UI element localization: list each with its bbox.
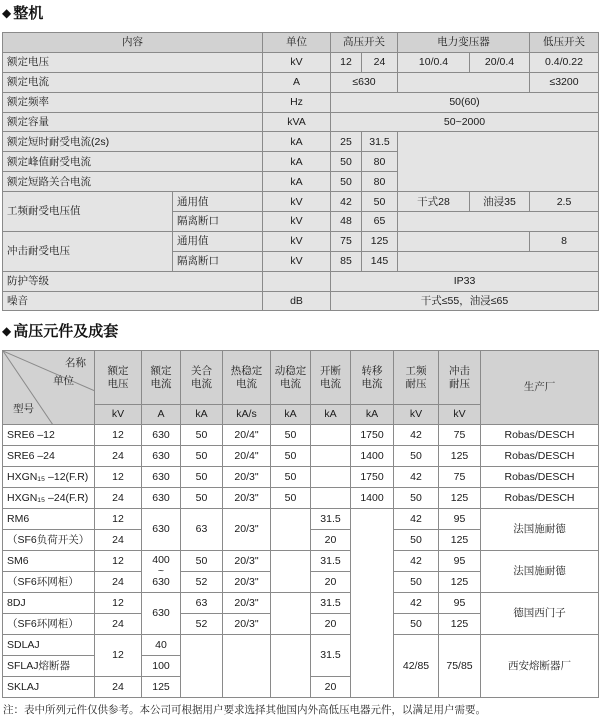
- cell-text: 热稳定: [230, 365, 263, 378]
- table-cell: A: [263, 72, 331, 92]
- table-cell: 24: [95, 572, 142, 593]
- table-cell: [181, 635, 223, 698]
- table-cell: [142, 551, 181, 593]
- table-cell: 31.5: [311, 509, 351, 530]
- table-cell: [311, 425, 351, 446]
- table-cell: kV: [263, 212, 331, 232]
- table-row: [3, 425, 599, 446]
- table-cell: 42: [394, 467, 439, 488]
- table-cell: 额定电流: [3, 72, 263, 92]
- table-cell: 31.5: [311, 551, 351, 572]
- cell-text: 电流: [150, 377, 172, 390]
- table-cell: 额定峰值耐受电流: [3, 152, 263, 172]
- table-cell: 630: [142, 446, 181, 467]
- table-cell: [311, 467, 351, 488]
- col-header: [351, 351, 394, 405]
- table-cell: 85: [331, 251, 362, 271]
- table-cell: [351, 509, 394, 698]
- table-cell: 20: [311, 572, 351, 593]
- table-cell: kV: [95, 405, 142, 425]
- table-cell: 1400: [351, 446, 394, 467]
- table-row: [3, 446, 599, 467]
- maker-header: 生产厂: [481, 351, 599, 425]
- cell-text: 电压: [107, 377, 129, 390]
- col-header: [142, 351, 181, 405]
- table-cell: 630: [142, 425, 181, 446]
- header-content: 内容: [3, 33, 263, 53]
- table-cell: [398, 212, 599, 232]
- table-cell: 50: [331, 172, 362, 192]
- cell-text: 电流: [280, 377, 301, 390]
- table-cell: 24: [95, 614, 142, 635]
- table-cell: 80: [362, 172, 398, 192]
- table-cell: [263, 271, 331, 291]
- table-cell: 50: [394, 614, 439, 635]
- col-header: [95, 351, 142, 405]
- table-row: [3, 112, 599, 132]
- table-cell: 12: [331, 52, 362, 72]
- cell-text: 冲击: [449, 365, 470, 378]
- table-cell: 630: [142, 509, 181, 551]
- header-transformer: 电力变压器: [398, 33, 530, 53]
- table-cell: 42: [331, 192, 362, 212]
- col-header: [311, 351, 351, 405]
- table-cell: 20/3": [223, 467, 271, 488]
- table-cell: 20/0.4: [470, 52, 530, 72]
- table-row: [3, 92, 599, 112]
- table-row: [3, 593, 599, 614]
- table-cell: 50: [362, 192, 398, 212]
- table-cell: 31.5: [311, 593, 351, 614]
- table-cell: kV: [439, 405, 481, 425]
- table-cell: 8: [530, 231, 599, 251]
- cell-text: 动稳定: [274, 365, 307, 378]
- table-cell: SRE6 –24: [3, 446, 95, 467]
- table-row: [3, 551, 599, 572]
- table-cell: 80: [362, 152, 398, 172]
- table-cell: 防护等级: [3, 271, 263, 291]
- table-cell: 2.5: [530, 192, 599, 212]
- table-cell: 125: [362, 231, 398, 251]
- table-cell: （SF6环网柜）: [3, 572, 95, 593]
- table-cell: 50: [331, 152, 362, 172]
- table-cell: [398, 72, 530, 92]
- table-cell: 德国西门子: [481, 593, 599, 635]
- cell-text: 额定: [150, 365, 172, 378]
- table-cell: 95: [439, 593, 481, 614]
- table-row: [3, 291, 599, 311]
- table-cell: kA/s: [223, 405, 271, 425]
- table-cell: 干式≤55，油浸≤65: [331, 291, 599, 311]
- table-cell: 50: [394, 530, 439, 551]
- table-cell: 25: [331, 132, 362, 152]
- table-cell: 145: [362, 251, 398, 271]
- table-cell: 12: [95, 635, 142, 677]
- table-cell: 额定频率: [3, 92, 263, 112]
- table-cell: kV: [263, 251, 331, 271]
- table-cell: [271, 635, 311, 698]
- table-cell: [398, 231, 530, 251]
- table-cell: Robas/DESCH: [481, 446, 599, 467]
- table-cell: （SF6负荷开关）: [3, 530, 95, 551]
- table-cell: [398, 251, 599, 271]
- table-cell: 噪音: [3, 291, 263, 311]
- table-cell: 50: [394, 488, 439, 509]
- table-cell: kV: [263, 192, 331, 212]
- table-cell: 50: [181, 551, 223, 572]
- table-cell: ≤630: [331, 72, 398, 92]
- table-cell: [223, 635, 271, 698]
- table-row: [3, 467, 599, 488]
- table-cell: kA: [181, 405, 223, 425]
- table-cell: 20/3": [223, 488, 271, 509]
- table-row: [3, 635, 599, 656]
- cell-text: 转移: [361, 365, 383, 378]
- table-cell: Robas/DESCH: [481, 488, 599, 509]
- table-cell: 42/85: [394, 635, 439, 698]
- complete-unit-table: [2, 32, 599, 311]
- table-cell: 1750: [351, 425, 394, 446]
- table-cell: 52: [181, 572, 223, 593]
- table-cell: 额定容量: [3, 112, 263, 132]
- cell-text: 关合: [191, 365, 212, 378]
- table-cell: HXGN₁₅ –12(F.R): [3, 467, 95, 488]
- table-cell: 油浸35: [470, 192, 530, 212]
- table-cell: 63: [181, 593, 223, 614]
- cell-text: 开断: [320, 365, 341, 378]
- table-cell: SKLAJ: [3, 677, 95, 698]
- table-cell: 95: [439, 509, 481, 530]
- table-row: [3, 231, 599, 251]
- table-cell: 50: [271, 467, 311, 488]
- table-cell: SM6: [3, 551, 95, 572]
- corner-header: [3, 351, 95, 425]
- table-cell: [398, 132, 599, 192]
- table-cell: 12: [95, 593, 142, 614]
- section-title-complete-unit: ◆ 整机: [2, 5, 44, 22]
- table-cell: SFLAJ熔断器: [3, 656, 95, 677]
- table-cell: [311, 446, 351, 467]
- table-cell: kVA: [263, 112, 331, 132]
- table-row: [3, 509, 599, 530]
- table-cell: 48: [331, 212, 362, 232]
- table-cell: 12: [95, 425, 142, 446]
- table-cell: [311, 488, 351, 509]
- table-cell: kV: [263, 52, 331, 72]
- table-cell: 12: [95, 509, 142, 530]
- table-cell: 10/0.4: [398, 52, 470, 72]
- table-cell: 20: [311, 614, 351, 635]
- table-cell: kV: [263, 231, 331, 251]
- table-row: [3, 271, 599, 291]
- diamond-icon: ◆: [2, 6, 12, 20]
- table-cell: 125: [439, 614, 481, 635]
- corner-unit-label: 单位: [53, 375, 74, 387]
- table-cell: 隔离断口: [173, 251, 263, 271]
- table-header-row: [3, 351, 599, 405]
- table-cell: 50: [181, 446, 223, 467]
- table-cell: 24: [95, 488, 142, 509]
- table-cell: 24: [362, 52, 398, 72]
- table-cell: 125: [439, 488, 481, 509]
- table-cell: 额定电压: [3, 52, 263, 72]
- table-cell: 8DJ: [3, 593, 95, 614]
- table-cell: 52: [181, 614, 223, 635]
- col-header: [394, 351, 439, 405]
- cell-text: ~: [157, 564, 165, 577]
- table-cell: 125: [142, 677, 181, 698]
- table-cell: 63: [181, 509, 223, 551]
- table-cell: 75: [331, 231, 362, 251]
- hv-components-table: [2, 350, 599, 698]
- table-cell: RM6: [3, 509, 95, 530]
- table-cell: 西安熔断器厂: [481, 635, 599, 698]
- table-cell: 31.5: [311, 635, 351, 677]
- corner-name-label: 名称: [65, 357, 86, 369]
- table-cell: kA: [271, 405, 311, 425]
- table-cell: kA: [311, 405, 351, 425]
- table-cell: [271, 551, 311, 593]
- table-row: [3, 192, 599, 212]
- table-row: [3, 72, 599, 92]
- cell-text: 630: [152, 576, 170, 588]
- table-cell: 75/85: [439, 635, 481, 698]
- table-cell: 20/3": [223, 614, 271, 635]
- footnote: 注：表中所列元件仅供参考。本公司可根据用户要求选择其他国内外高低压电器元件，以满足用户需要。: [3, 704, 486, 716]
- table-cell: HXGN₁₅ –24(F.R): [3, 488, 95, 509]
- table-cell: dB: [263, 291, 331, 311]
- table-cell: [271, 509, 311, 551]
- table-cell: IP33: [331, 271, 599, 291]
- table-cell: 50: [271, 425, 311, 446]
- table-row: [3, 132, 599, 152]
- table-cell: 0.4/0.22: [530, 52, 599, 72]
- cell-text: 额定: [107, 365, 129, 378]
- header-hv-switch: 高压开关: [331, 33, 398, 53]
- diamond-icon: ◆: [2, 324, 12, 338]
- table-cell: kA: [263, 152, 331, 172]
- table-cell: 通用值: [173, 192, 263, 212]
- table-cell: 65: [362, 212, 398, 232]
- table-cell: 75: [439, 467, 481, 488]
- table-cell: 法国施耐德: [481, 509, 599, 551]
- table-cell: 干式28: [398, 192, 470, 212]
- table-cell: Robas/DESCH: [481, 425, 599, 446]
- table-cell: 50: [181, 467, 223, 488]
- table-cell: 42: [394, 551, 439, 572]
- table-cell: SRE6 –12: [3, 425, 95, 446]
- table-cell: 20/4": [223, 425, 271, 446]
- col-header: [271, 351, 311, 405]
- table-cell: 50(60): [331, 92, 599, 112]
- table-cell: Robas/DESCH: [481, 467, 599, 488]
- table-header-row: [3, 33, 599, 53]
- header-unit: 单位: [263, 33, 331, 53]
- cell-text: 耐压: [405, 377, 427, 390]
- table-row: [3, 52, 599, 72]
- table-cell: 42: [394, 425, 439, 446]
- table-cell: 50: [181, 488, 223, 509]
- table-cell: 630: [142, 593, 181, 635]
- table-cell: A: [142, 405, 181, 425]
- table-cell: 50: [271, 488, 311, 509]
- table-cell: 50: [394, 446, 439, 467]
- table-cell: 42: [394, 593, 439, 614]
- table-cell: 75: [439, 425, 481, 446]
- table-cell: 隔离断口: [173, 212, 263, 232]
- cell-text: 电流: [236, 377, 257, 390]
- cell-text: 电流: [191, 377, 212, 390]
- table-cell: 20/3": [223, 572, 271, 593]
- header-lv-switch: 低压开关: [530, 33, 599, 53]
- table-cell: 24: [95, 677, 142, 698]
- table-cell: 40: [142, 635, 181, 656]
- table-cell: 20: [311, 530, 351, 551]
- table-cell: 630: [142, 467, 181, 488]
- table-cell: 125: [439, 530, 481, 551]
- table-cell: SDLAJ: [3, 635, 95, 656]
- table-cell: （SF6环网柜）: [3, 614, 95, 635]
- cell-text: 耐压: [449, 377, 470, 390]
- section-title-hv-components: ◆ 高压元件及成套: [2, 323, 119, 340]
- col-header: [181, 351, 223, 405]
- table-cell: 通用值: [173, 231, 263, 251]
- table-cell: kV: [394, 405, 439, 425]
- col-header: [439, 351, 481, 405]
- cell-text: 400: [152, 553, 170, 566]
- cell-text: 电流: [320, 377, 341, 390]
- table-cell: [271, 593, 311, 635]
- col-header: [223, 351, 271, 405]
- table-cell: kA: [351, 405, 394, 425]
- table-cell: 31.5: [362, 132, 398, 152]
- table-cell: 12: [95, 551, 142, 572]
- table-cell: 100: [142, 656, 181, 677]
- table-cell: 50: [181, 425, 223, 446]
- table-cell: 125: [439, 446, 481, 467]
- table-cell: 630: [142, 488, 181, 509]
- table-cell: 125: [439, 572, 481, 593]
- table-cell: 法国施耐德: [481, 551, 599, 593]
- table-cell: 20/3": [223, 593, 271, 614]
- table-cell: 50~2000: [331, 112, 599, 132]
- table-cell: 1400: [351, 488, 394, 509]
- cell-text: 工频: [405, 365, 427, 378]
- cell-text: 电流: [361, 377, 383, 390]
- table-cell: 24: [95, 530, 142, 551]
- table-cell: 工频耐受电压值: [3, 192, 173, 232]
- table-cell: ≤3200: [530, 72, 599, 92]
- table-cell: kA: [263, 172, 331, 192]
- table-cell: 20/3": [223, 551, 271, 572]
- table-cell: kA: [263, 132, 331, 152]
- table-cell: 额定短时耐受电流(2s): [3, 132, 263, 152]
- table-cell: 额定短路关合电流: [3, 172, 263, 192]
- table-cell: 12: [95, 467, 142, 488]
- table-cell: 24: [95, 446, 142, 467]
- table-cell: 20/3": [223, 509, 271, 551]
- table-cell: 50: [271, 446, 311, 467]
- table-cell: 95: [439, 551, 481, 572]
- table-cell: 20/4": [223, 446, 271, 467]
- corner-model-label: 型号: [13, 403, 34, 415]
- table-cell: 1750: [351, 467, 394, 488]
- table-cell: 20: [311, 677, 351, 698]
- table-cell: Hz: [263, 92, 331, 112]
- table-cell: 冲击耐受电压: [3, 231, 173, 271]
- table-cell: 42: [394, 509, 439, 530]
- table-cell: 50: [394, 572, 439, 593]
- table-row: [3, 488, 599, 509]
